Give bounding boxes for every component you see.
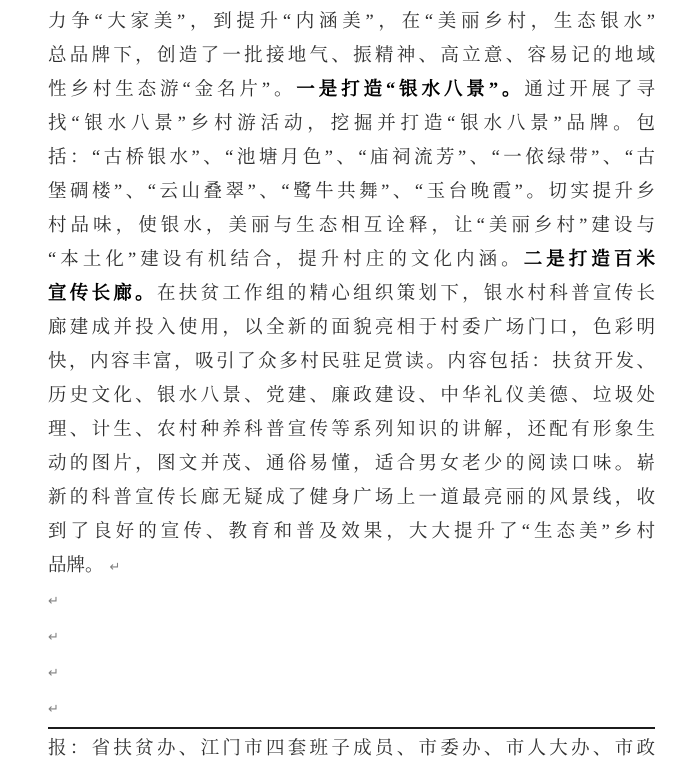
text-line: [48, 243, 655, 277]
text-line: [48, 447, 655, 481]
text-line: [48, 311, 655, 345]
paragraph-mark-icon: ↵: [48, 630, 59, 645]
footer-distribution-line: 报：省扶贫办、江门市四套班子成员、市委办、市人大办、市政: [48, 739, 655, 759]
text-run: 通过开展了寻: [524, 80, 655, 100]
paragraph-mark-icon: ↵: [48, 666, 59, 681]
text-run: 廊建成并投入使用，以全新的面貌亮相于村委广场门口，色彩明: [48, 318, 655, 338]
text-line: [48, 141, 655, 175]
text-run: 历史文化、银水八景、党建、廉政建设、中华礼仪美德、垃圾处: [48, 386, 655, 406]
empty-paragraph-line: [48, 691, 655, 727]
paragraph-mark-icon: ↵: [48, 594, 59, 609]
text-line: [48, 39, 655, 73]
bold-text-run: 一是打造“银水八景”。: [296, 80, 525, 100]
text-run: 到了良好的宣传、教育和普及效果，大大提升了“生态美”乡村: [48, 522, 655, 542]
text-line: [48, 209, 655, 243]
text-run: 理、计生、农村种养科普宣传等系列知识的讲解，还配有形象生: [48, 420, 655, 440]
text-line: [48, 175, 655, 209]
text-line: [48, 481, 655, 515]
text-line: [48, 549, 655, 583]
text-run: 新的科普宣传长廊无疑成了健身广场上一道最亮丽的风景线，收: [48, 488, 655, 508]
text-line: [48, 5, 655, 39]
text-line: [48, 107, 655, 141]
text-run: 村品味，使银水，美丽与生态相互诠释，让“美丽乡村”建设与: [48, 216, 655, 236]
text-run: 品牌。: [48, 556, 104, 576]
text-line: [48, 515, 655, 549]
text-run: 找“银水八景”乡村游活动，挖掘并打造“银水八景”品牌。包: [48, 114, 655, 134]
text-run: 在扶贫工作组的精心组织策划下，银水村科普宣传长: [156, 284, 655, 304]
text-run: 括：“古桥银水”、“池塘月色”、“庙祠流芳”、“一依绿带”、“古: [48, 148, 655, 168]
bold-text-run: 二是打造百米: [523, 250, 655, 270]
text-line: [48, 73, 655, 107]
text-run: 总品牌下，创造了一批接地气、振精神、高立意、容易记的地域: [48, 46, 655, 66]
paragraph-mark-icon: ↵: [109, 560, 121, 575]
text-run: 性乡村生态游“金名片”。: [48, 80, 297, 100]
text-run: 力争“大家美”，到提升“内涵美”，在“美丽乡村，生态银水”: [48, 12, 655, 32]
text-run: “本土化”建设有机结合，提升村庄的文化内涵。: [48, 250, 524, 270]
empty-paragraph-line: [48, 619, 655, 655]
text-line: [48, 413, 655, 447]
text-run: 堡碉楼”、“云山叠翠”、“鹭牛共舞”、“玉台晚霞”。切实提升乡: [48, 182, 655, 202]
paragraph-mark-icon: ↵: [48, 702, 59, 717]
text-line: [48, 379, 655, 413]
text-run: 快，内容丰富，吸引了众多村民驻足赏读。内容包括：扶贫开发、: [48, 352, 655, 372]
text-lines: [48, 5, 655, 727]
bold-text-run: 宣传长廊。: [48, 284, 157, 304]
empty-paragraph-line: [48, 583, 655, 619]
text-line: [48, 277, 655, 311]
text-run: 动的图片，图文并茂、通俗易懂，适合男女老少的阅读口味。崭: [48, 454, 655, 474]
text-line: [48, 345, 655, 379]
empty-paragraph-line: [48, 655, 655, 691]
